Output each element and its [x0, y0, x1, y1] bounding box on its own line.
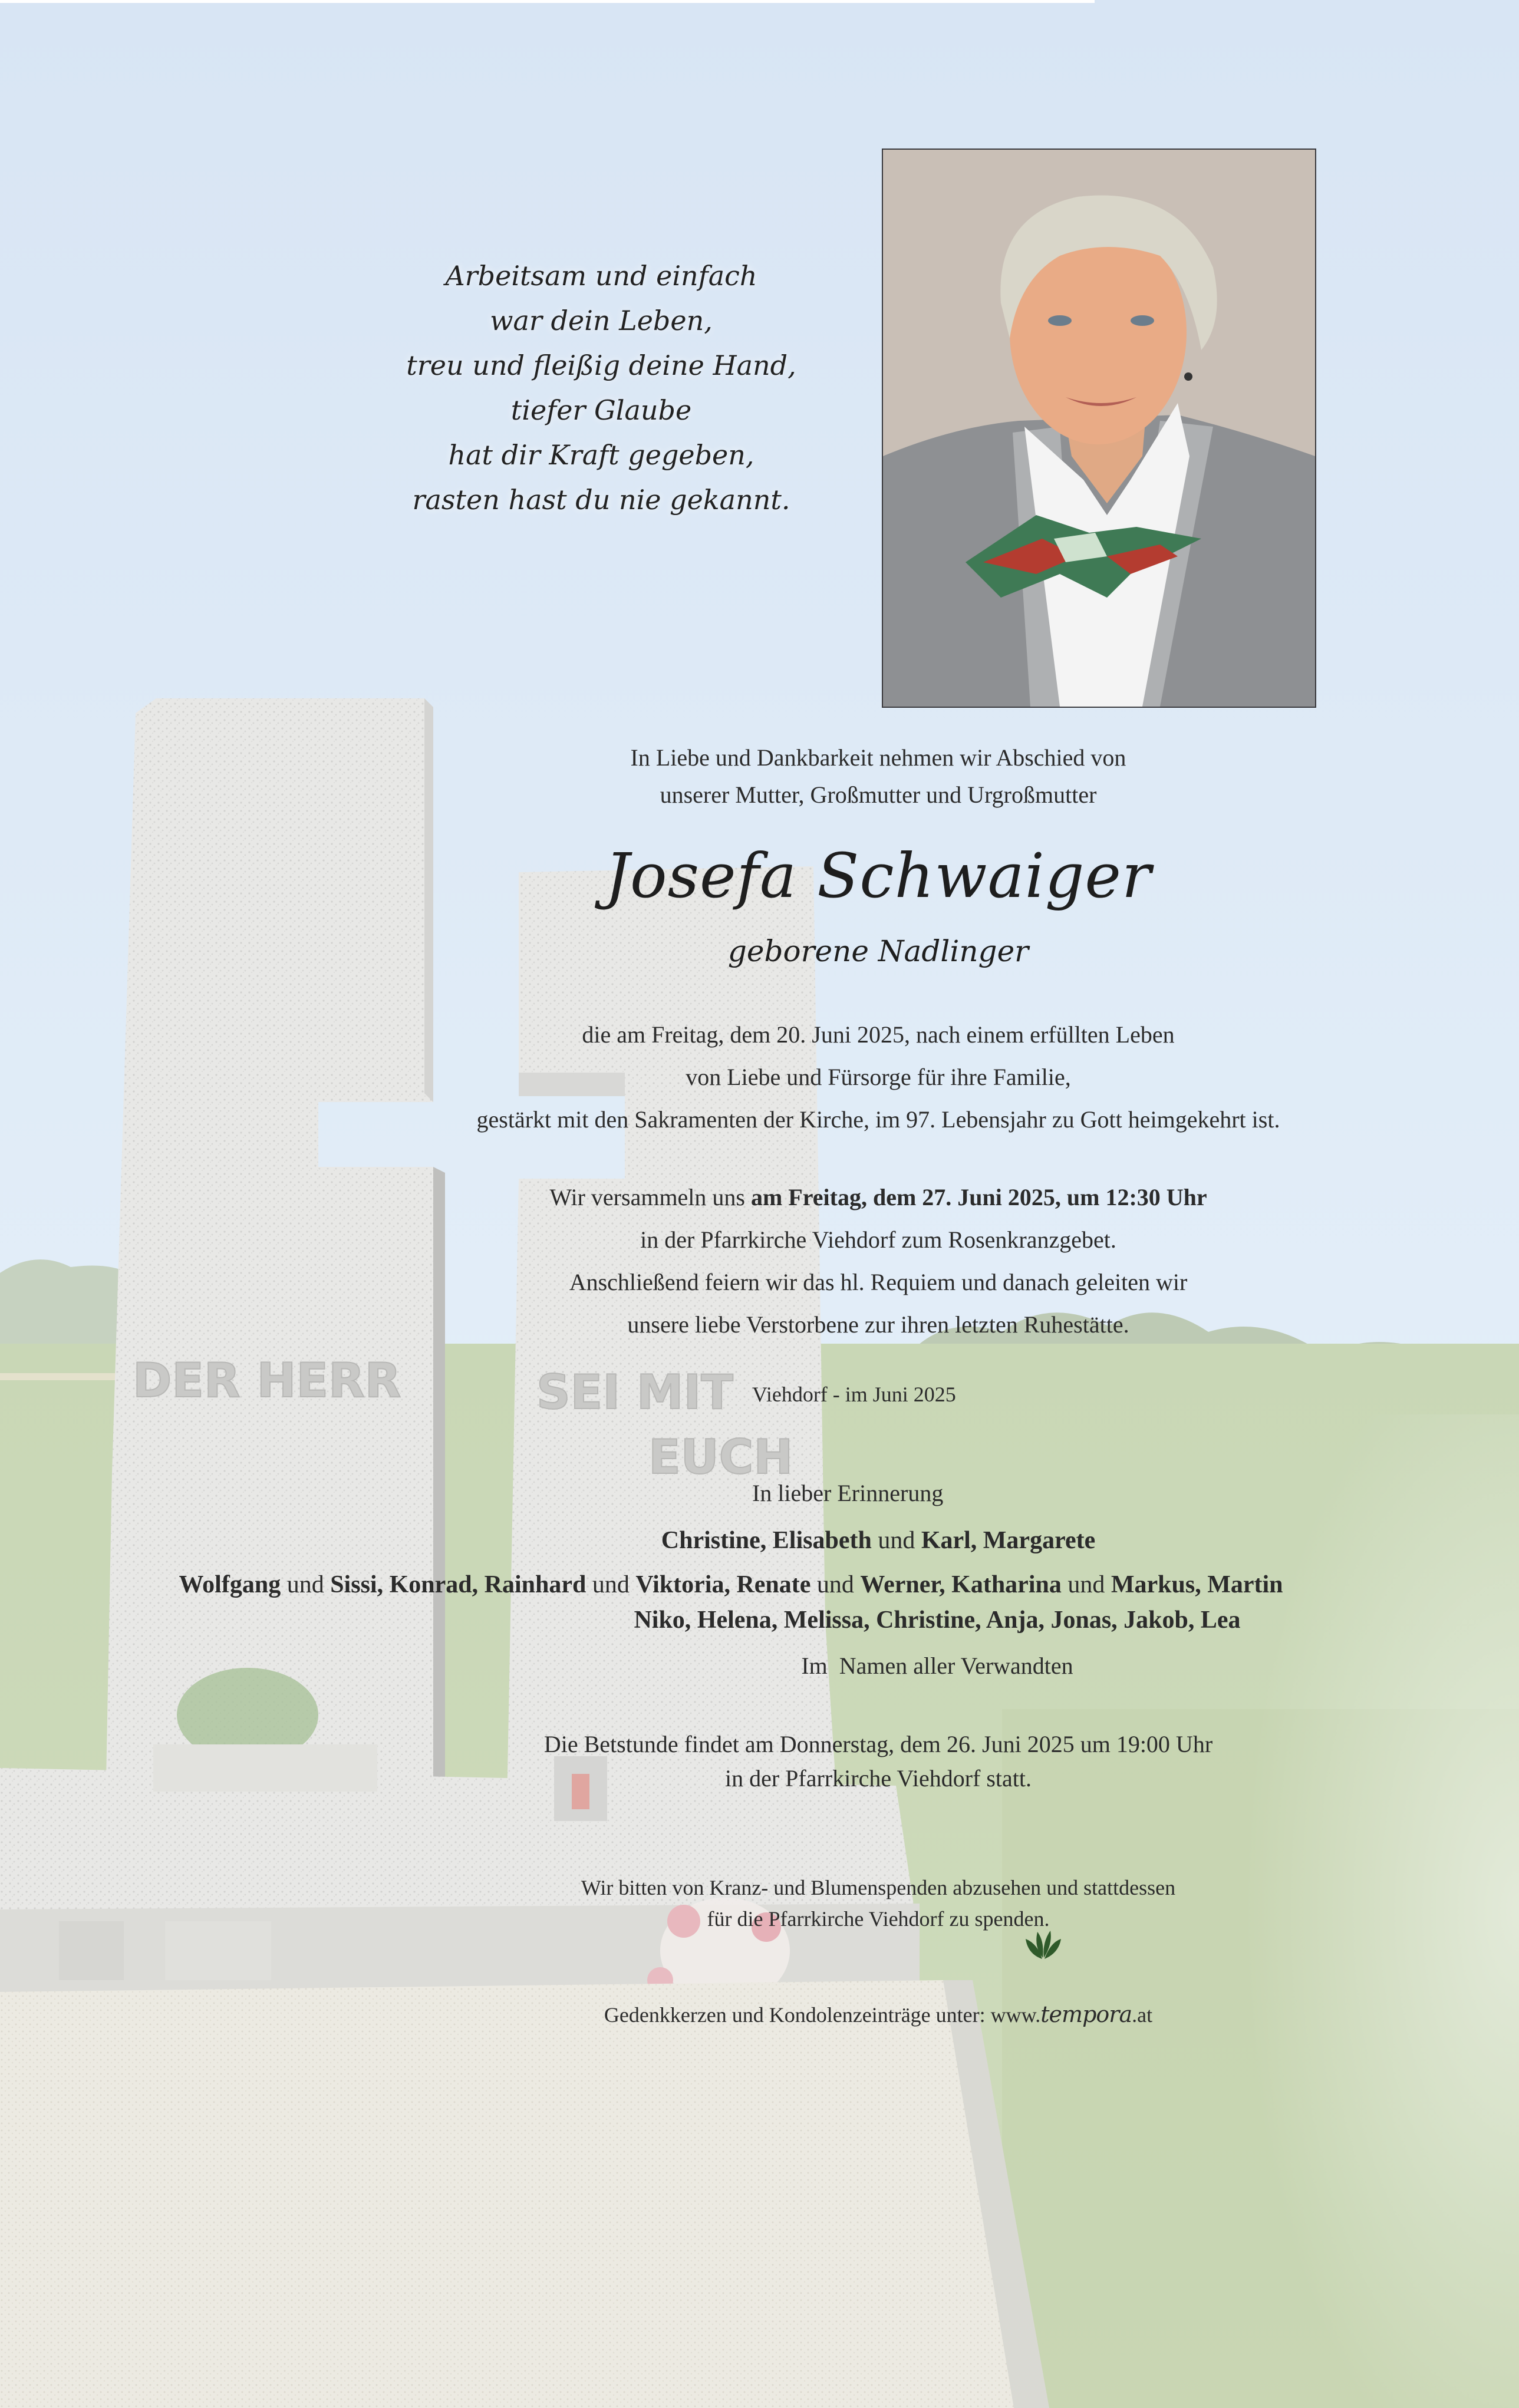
- funeral-line-4: unsere liebe Verstorbene zur ihren letzten Ruhestätte.: [627, 1311, 1129, 1338]
- relatives-line: Im Namen aller Verwandten: [801, 1652, 1073, 1679]
- poem-line: Arbeitsam und einfach: [445, 260, 757, 292]
- family-names: Viktoria, Renate: [635, 1571, 811, 1598]
- website-brand: tempora: [1040, 2001, 1132, 2027]
- family-names: Wolfgang: [179, 1571, 281, 1598]
- intro-line-1: In Liebe und Dankbarkeit nehmen wir Abschied von: [630, 744, 1126, 771]
- family-names: Werner, Katharina: [860, 1571, 1062, 1598]
- family-connector: und: [281, 1571, 331, 1598]
- memorial-poem: [365, 253, 837, 522]
- poem-line: war dein Leben,: [490, 305, 713, 337]
- prayer-hour-line-2: in der Pfarrkirche Viehdorf statt.: [724, 1765, 1032, 1792]
- leaf-icon: [1024, 1931, 1062, 1960]
- website-suffix: .at: [1132, 2003, 1153, 2027]
- website-prefix: Gedenkkerzen und Kondolenzeinträge unter: www.: [604, 2003, 1041, 2027]
- poem-line: treu und fleißig deine Hand,: [406, 349, 796, 381]
- poem-line: rasten hast du nie gekannt.: [412, 484, 790, 516]
- svg-text:SEI MIT: SEI MIT: [536, 1365, 733, 1420]
- family-connector: und: [871, 1527, 921, 1554]
- deceased-name: Josefa Schwaiger: [605, 840, 1152, 912]
- death-notice-line-1: die am Freitag, dem 20. Juni 2025, nach einem erfüllten Leben: [582, 1021, 1175, 1048]
- poem-line: tiefer Glaube: [510, 394, 692, 426]
- maiden-name: geborene Nadlinger: [727, 934, 1029, 968]
- death-notice-line-2: von Liebe und Fürsorge für ihre Familie,: [686, 1064, 1071, 1090]
- portrait-illustration: [883, 150, 1315, 707]
- poem-line: hat dir Kraft gegeben,: [448, 439, 754, 471]
- funeral-line-2: in der Pfarrkirche Viehdorf zum Rosenkranzgebet.: [640, 1226, 1116, 1253]
- funeral-line-3: Anschließend feiern wir das hl. Requiem und danach geleiten wir: [569, 1269, 1188, 1295]
- condolence-website[interactable]: [348, 2001, 1409, 2027]
- family-connector: und: [586, 1571, 636, 1598]
- svg-text:EUCH: EUCH: [648, 1430, 793, 1485]
- family-line-2: [77, 1571, 1385, 1599]
- prayer-hour-line-1: Die Betstunde findet am Donnerstag, dem 26. Juni 2025 um 19:00 Uhr: [543, 1731, 1213, 1757]
- place-date: Viehdorf - im Juni 2025: [752, 1383, 956, 1406]
- funeral-date-time: am Freitag, dem 27. Juni 2025, um 12:30 Uhr: [750, 1184, 1207, 1210]
- donation-note-line-1: Wir bitten von Kranz- und Blumenspenden abzusehen und stattdessen: [581, 1876, 1176, 1899]
- funeral-line-1: [348, 1176, 1409, 1219]
- svg-text:DER HERR: DER HERR: [133, 1353, 401, 1408]
- top-edge-strip: [0, 0, 1095, 3]
- family-connector: und: [1061, 1571, 1111, 1598]
- funeral-intro-text: Wir versammeln uns: [549, 1184, 751, 1210]
- family-line-3-grandchildren: Niko, Helena, Melissa, Christine, Anja, Jonas, Jakob, Lea: [634, 1607, 1241, 1634]
- family-names: Markus, Martin: [1111, 1571, 1283, 1598]
- family-names: Sissi, Konrad, Rainhard: [330, 1571, 586, 1598]
- family-connector: und: [810, 1571, 861, 1598]
- donation-note-line-2: für die Pfarrkirche Viehdorf zu spenden.: [707, 1907, 1050, 1931]
- family-line-1: [348, 1526, 1409, 1555]
- portrait-photo: [882, 149, 1316, 708]
- death-notice-line-3: gestärkt mit den Sakramenten der Kirche, im 97. Lebensjahr zu Gott heimgekehrt ist.: [476, 1106, 1280, 1133]
- remembrance-label: In lieber Erinnerung: [752, 1480, 944, 1506]
- family-names: Christine, Elisabeth: [661, 1527, 872, 1554]
- intro-line-2: unserer Mutter, Großmutter und Urgroßmutter: [660, 781, 1097, 808]
- family-names: Karl, Margarete: [921, 1527, 1096, 1554]
